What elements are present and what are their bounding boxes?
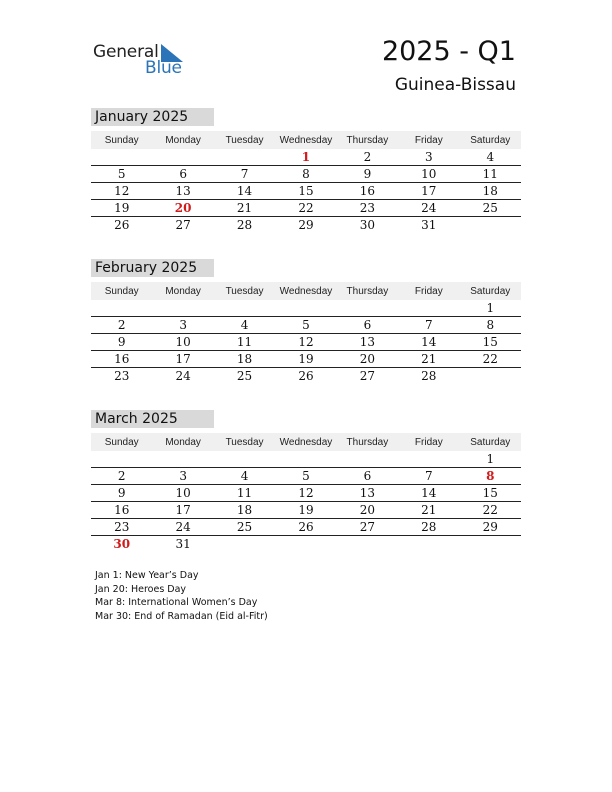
- week-row: [91, 149, 521, 166]
- day-cell: 20: [337, 502, 398, 519]
- day-cell: 31: [175, 537, 191, 551]
- day-cell: 22: [275, 200, 336, 217]
- weekday-header: Tuesday: [214, 433, 275, 451]
- weekday-header: Wednesday: [275, 433, 336, 451]
- day-cell: [337, 300, 398, 317]
- day-cell: 7: [398, 317, 459, 334]
- day-cell: 14: [398, 334, 459, 351]
- generalblue-logo: [93, 40, 193, 80]
- week-row: [91, 502, 521, 519]
- day-cell: 18: [214, 502, 275, 519]
- day-cell: 21: [398, 351, 459, 368]
- day-cell: 27: [359, 369, 376, 383]
- day-cell: 8: [460, 317, 521, 334]
- day-cell: 5: [275, 317, 336, 334]
- week-row: [91, 536, 521, 553]
- holiday-notes: [95, 569, 268, 623]
- week-row: [91, 317, 521, 334]
- day-cell: 19: [275, 351, 336, 368]
- day-cell: [275, 451, 336, 468]
- day-cell: [152, 149, 213, 166]
- day-cell: 16: [337, 183, 398, 200]
- day-cell: 21: [398, 502, 459, 519]
- day-cell: 4: [214, 468, 275, 485]
- day-cell: 19: [275, 502, 336, 519]
- weekday-header: Saturday: [460, 282, 521, 300]
- day-cell: 5: [91, 166, 152, 183]
- week-row: [91, 351, 521, 368]
- weekday-header: Saturday: [460, 131, 521, 149]
- day-cell: 21: [214, 200, 275, 217]
- week-row: [91, 217, 521, 234]
- day-cell: 20: [337, 351, 398, 368]
- weekday-header: Sunday: [91, 131, 152, 149]
- day-cell: 17: [152, 351, 213, 368]
- day-cell: 11: [460, 166, 521, 183]
- day-cell: 29: [460, 519, 521, 536]
- month-title: March 2025: [91, 410, 214, 428]
- day-cell: [398, 451, 459, 468]
- weekday-header: Friday: [398, 433, 459, 451]
- weekday-header: Wednesday: [275, 282, 336, 300]
- week-row: [91, 300, 521, 317]
- week-row: [91, 334, 521, 351]
- day-cell: 16: [91, 351, 152, 368]
- day-cell: [337, 451, 398, 468]
- weekday-header: Sunday: [91, 282, 152, 300]
- week-row: [91, 485, 521, 502]
- day-cell: 12: [91, 183, 152, 200]
- weekday-header: Thursday: [337, 131, 398, 149]
- day-cell: 17: [398, 183, 459, 200]
- week-row: [91, 200, 521, 217]
- day-cell: 6: [337, 317, 398, 334]
- day-cell: 3: [152, 317, 213, 334]
- day-cell: 22: [460, 351, 521, 368]
- month-february: [91, 259, 521, 384]
- day-cell: 19: [91, 200, 152, 217]
- weekday-header: Monday: [152, 282, 213, 300]
- weekday-header: Monday: [152, 433, 213, 451]
- day-cell: 9: [91, 485, 152, 502]
- day-cell: 27: [337, 519, 398, 536]
- day-cell: 23: [337, 200, 398, 217]
- weekday-header: Wednesday: [275, 131, 336, 149]
- logo-word-blue: Blue: [145, 58, 182, 78]
- month-title: January 2025: [91, 108, 214, 126]
- day-cell: 25: [236, 369, 253, 383]
- weekday-header: Friday: [398, 131, 459, 149]
- day-cell: 2: [91, 317, 152, 334]
- month-calendar-table: [91, 131, 521, 233]
- day-cell: 11: [214, 334, 275, 351]
- day-cell: 10: [152, 485, 213, 502]
- day-cell: 13: [337, 334, 398, 351]
- holiday-note: Mar 30: End of Ramadan (Eid al-Fitr): [95, 610, 268, 622]
- day-cell: [91, 149, 152, 166]
- day-cell: 10: [398, 166, 459, 183]
- day-cell: 25: [214, 519, 275, 536]
- day-cell: [275, 300, 336, 317]
- day-cell: 10: [152, 334, 213, 351]
- day-cell: 24: [398, 200, 459, 217]
- week-row: [91, 468, 521, 485]
- day-cell: 30: [359, 218, 376, 232]
- day-cell: 29: [298, 218, 314, 232]
- day-cell: 18: [460, 183, 521, 200]
- day-cell: 28: [236, 218, 253, 232]
- day-cell: 18: [214, 351, 275, 368]
- day-cell: [460, 368, 521, 385]
- day-cell: 28: [421, 369, 437, 383]
- day-cell: 14: [214, 183, 275, 200]
- day-cell: 8: [460, 468, 521, 485]
- day-cell: 7: [398, 468, 459, 485]
- day-cell: 3: [152, 468, 213, 485]
- day-cell: 3: [398, 149, 459, 166]
- day-cell: 24: [152, 519, 213, 536]
- day-cell: 5: [275, 468, 336, 485]
- day-cell: 27: [175, 218, 191, 232]
- day-cell: [337, 536, 398, 553]
- day-cell: 7: [214, 166, 275, 183]
- day-cell: 26: [275, 519, 336, 536]
- day-cell: 6: [152, 166, 213, 183]
- day-cell: [460, 217, 521, 234]
- day-cell: [152, 451, 213, 468]
- month-title: February 2025: [91, 259, 214, 277]
- day-cell: [214, 300, 275, 317]
- day-cell: [91, 300, 152, 317]
- day-cell: 26: [298, 369, 314, 383]
- weekday-header: Thursday: [337, 282, 398, 300]
- day-cell: 11: [214, 485, 275, 502]
- day-cell: [214, 149, 275, 166]
- day-cell: 2: [91, 468, 152, 485]
- day-cell: 12: [275, 334, 336, 351]
- day-cell: 15: [460, 485, 521, 502]
- day-cell: [91, 451, 152, 468]
- day-cell: 24: [175, 369, 191, 383]
- day-cell: 9: [91, 334, 152, 351]
- weekday-header: Tuesday: [214, 282, 275, 300]
- day-cell: 30: [113, 537, 131, 551]
- week-row: [91, 166, 521, 183]
- day-cell: 23: [91, 519, 152, 536]
- day-cell: 16: [91, 502, 152, 519]
- week-row: [91, 451, 521, 468]
- weekday-header: Friday: [398, 282, 459, 300]
- day-cell: 22: [460, 502, 521, 519]
- weekday-header: Tuesday: [214, 131, 275, 149]
- day-cell: [398, 536, 459, 553]
- day-cell: [398, 300, 459, 317]
- day-cell: [460, 536, 521, 553]
- day-cell: 13: [152, 183, 213, 200]
- logo-word-general: General: [93, 42, 159, 62]
- week-row: [91, 368, 521, 385]
- day-cell: 14: [398, 485, 459, 502]
- week-row: [91, 519, 521, 536]
- day-cell: [214, 451, 275, 468]
- day-cell: 1: [275, 149, 336, 166]
- day-cell: 2: [337, 149, 398, 166]
- day-cell: 8: [275, 166, 336, 183]
- holiday-note: Jan 20: Heroes Day: [95, 583, 187, 595]
- weekday-header: Sunday: [91, 433, 152, 451]
- day-cell: [214, 536, 275, 553]
- weekday-header: Thursday: [337, 433, 398, 451]
- day-cell: 23: [114, 369, 130, 383]
- country-name: Guinea-Bissau: [394, 75, 516, 95]
- day-cell: 25: [460, 200, 521, 217]
- day-cell: [275, 536, 336, 553]
- day-cell: 1: [460, 451, 521, 468]
- day-cell: 17: [152, 502, 213, 519]
- day-cell: 28: [398, 519, 459, 536]
- month-january: [91, 108, 521, 233]
- day-cell: 4: [460, 149, 521, 166]
- weekday-header: Saturday: [460, 433, 521, 451]
- holiday-note: Jan 1: New Year’s Day: [95, 570, 199, 581]
- day-cell: 26: [114, 218, 130, 232]
- day-cell: 1: [460, 300, 521, 317]
- page-title: 2025 - Q1: [381, 36, 516, 67]
- day-cell: 4: [214, 317, 275, 334]
- day-cell: [152, 300, 213, 317]
- day-cell: 12: [275, 485, 336, 502]
- day-cell: 31: [421, 218, 437, 232]
- month-calendar-table: [91, 433, 521, 552]
- day-cell: 15: [460, 334, 521, 351]
- day-cell: 6: [337, 468, 398, 485]
- day-cell: 9: [337, 166, 398, 183]
- day-cell: 20: [152, 200, 213, 217]
- day-cell: 15: [275, 183, 336, 200]
- week-row: [91, 183, 521, 200]
- weekday-header: Monday: [152, 131, 213, 149]
- month-calendar-table: [91, 282, 521, 384]
- month-march: [91, 410, 521, 552]
- holiday-note: Mar 8: International Women’s Day: [95, 597, 258, 608]
- day-cell: 13: [337, 485, 398, 502]
